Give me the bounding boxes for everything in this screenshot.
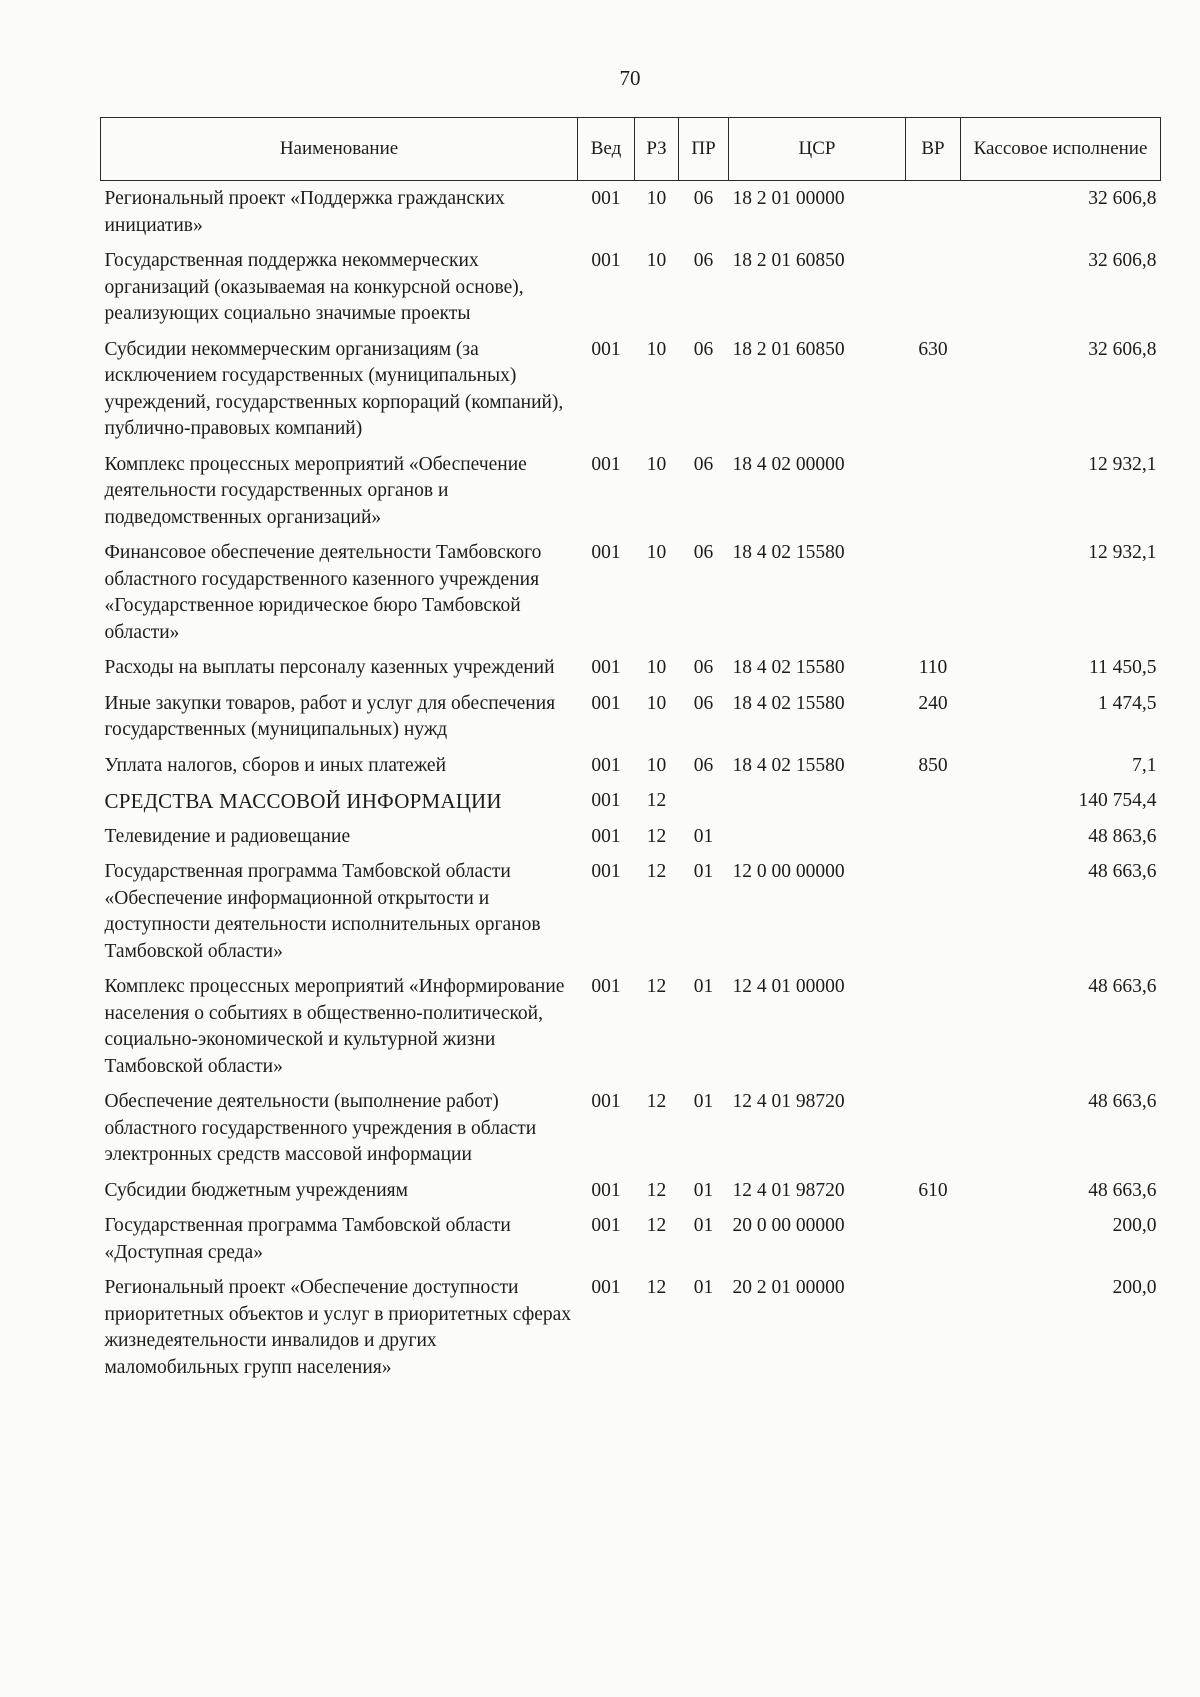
row-ved: 001 [591, 250, 621, 271]
row-csr [729, 819, 906, 855]
header-ved: Вед [578, 118, 635, 181]
row-rz: 10 [646, 188, 667, 209]
row-vr: 850 [918, 754, 948, 776]
row-pr: 06 [693, 657, 714, 678]
row-ved: 001 [591, 1091, 621, 1112]
table-row [101, 1208, 1161, 1270]
header-vr: ВР [906, 118, 961, 181]
table-row [101, 332, 1161, 447]
row-pr: 01 [693, 861, 714, 882]
row-pr: 01 [693, 1179, 714, 1201]
row-ved: 001 [591, 1179, 621, 1201]
row-name: Телевидение и радиовещание [104, 825, 351, 847]
table-row [101, 243, 1161, 332]
row-ved: 001 [591, 754, 621, 776]
row-vr [906, 1208, 961, 1270]
row-ved: 001 [591, 976, 621, 997]
row-vr [906, 243, 961, 332]
row-rz: 10 [646, 754, 667, 776]
row-pr: 01 [693, 1215, 714, 1236]
row-pr: 06 [693, 692, 714, 714]
row-csr: 20 2 01 00000 [732, 1277, 845, 1298]
header-amount: Кассовое исполнение [961, 118, 1161, 181]
row-rz: 12 [646, 861, 667, 882]
row-amount: 32 606,8 [1088, 250, 1157, 271]
row-amount: 48 663,6 [1088, 976, 1157, 997]
row-vr: 240 [918, 692, 948, 714]
row-name: Региональный проект «Поддержка гражданских инициатив» [104, 188, 505, 236]
row-rz: 12 [646, 1215, 667, 1236]
table-header-row [101, 118, 1161, 181]
row-amount: 48 863,6 [1088, 825, 1157, 847]
row-rz: 12 [646, 1277, 667, 1298]
row-vr: 630 [918, 338, 948, 360]
row-pr: 01 [693, 1091, 714, 1112]
row-pr: 06 [693, 453, 714, 475]
row-name: Субсидии некоммерческим организациям (за исключением государственных (муниципальных) учреждений, государственных корпораций (компаний), публично-правовых компаний) [104, 338, 564, 439]
row-pr: 01 [693, 825, 714, 847]
row-amount: 200,0 [1112, 1277, 1157, 1298]
row-amount: 140 754,4 [1078, 790, 1157, 811]
row-name: Субсидии бюджетным учреждениям [104, 1179, 408, 1201]
row-rz: 12 [646, 1091, 667, 1112]
row-csr: 20 0 00 00000 [732, 1215, 845, 1236]
table-row [101, 1270, 1161, 1385]
header-name: Наименование [101, 118, 578, 181]
row-rz: 10 [646, 657, 667, 678]
row-ved: 001 [591, 861, 621, 882]
row-ved: 001 [591, 188, 621, 209]
row-csr: 18 4 02 15580 [732, 542, 845, 563]
row-vr [906, 1270, 961, 1385]
table-row [101, 686, 1161, 748]
row-rz: 12 [646, 825, 667, 847]
row-name: Комплекс процессных мероприятий «Обеспечение деятельности государственных органов и подведомственных организаций» [104, 453, 527, 528]
row-name: Государственная программа Тамбовской области «Обеспечение информационной открытости и доступности деятельности исполнительных органов Тамбовской области» [104, 861, 541, 962]
table-row [101, 650, 1161, 686]
row-csr: 12 4 01 98720 [732, 1091, 845, 1112]
row-ved: 001 [591, 1277, 621, 1298]
row-vr [906, 447, 961, 536]
row-amount: 1 474,5 [1098, 692, 1157, 714]
row-ved: 001 [591, 338, 621, 360]
row-ved: 001 [591, 825, 621, 847]
row-pr: 06 [693, 250, 714, 271]
header-pr: ПР [679, 118, 729, 181]
row-vr [906, 969, 961, 1084]
row-name: Финансовое обеспечение деятельности Тамбовского областного государственного казенного учреждения «Государственное юридическое бюро Тамбовской области» [104, 542, 542, 643]
row-vr [906, 783, 961, 819]
row-vr [906, 819, 961, 855]
table-row [101, 1084, 1161, 1173]
row-name: СРЕДСТВА МАССОВОЙ ИНФОРМАЦИИ [104, 789, 502, 813]
row-rz: 12 [646, 1179, 667, 1201]
row-name: Иные закупки товаров, работ и услуг для обеспечения государственных (муниципальных) нужд [104, 692, 556, 740]
page-number: 70 [619, 66, 641, 90]
row-csr: 18 4 02 00000 [732, 453, 845, 475]
row-csr: 12 4 01 00000 [732, 976, 845, 997]
row-rz: 10 [646, 250, 667, 271]
row-ved: 001 [591, 692, 621, 714]
row-vr [906, 535, 961, 650]
row-csr: 18 4 02 15580 [732, 657, 845, 678]
row-ved: 001 [591, 657, 621, 678]
row-vr [906, 1084, 961, 1173]
row-amount: 12 932,1 [1088, 542, 1157, 563]
row-rz: 10 [646, 542, 667, 563]
row-amount: 48 663,6 [1088, 1091, 1157, 1112]
row-name: Государственная поддержка некоммерческих организаций (оказываемая на конкурсной основе), реализующих социально значимые проекты [104, 250, 524, 324]
table-row [101, 854, 1161, 969]
row-pr: 06 [693, 188, 714, 209]
header-csr: ЦСР [729, 118, 906, 181]
row-rz: 12 [646, 790, 667, 811]
row-amount: 32 606,8 [1088, 338, 1157, 360]
row-name: Расходы на выплаты персоналу казенных учреждений [104, 657, 555, 678]
row-csr: 12 0 00 00000 [732, 861, 845, 882]
row-csr: 18 2 01 60850 [732, 250, 845, 271]
row-rz: 12 [646, 976, 667, 997]
row-rz: 10 [646, 692, 667, 714]
table-row [101, 181, 1161, 244]
table-row [101, 535, 1161, 650]
row-name: Региональный проект «Обеспечение доступности приоритетных объектов и услуг в приоритетных сферах жизнедеятельности инвалидов и других маломобильных групп населения» [104, 1277, 572, 1378]
row-pr: 06 [693, 338, 714, 360]
row-csr: 18 2 01 60850 [732, 338, 845, 360]
row-name: Государственная программа Тамбовской области «Доступная среда» [104, 1215, 511, 1263]
table-row [101, 1173, 1161, 1209]
row-amount: 48 663,6 [1088, 861, 1157, 882]
row-amount: 32 606,8 [1088, 188, 1157, 209]
row-pr [679, 783, 729, 819]
table-row-section [101, 783, 1161, 819]
row-csr: 12 4 01 98720 [732, 1179, 845, 1201]
table-row [101, 748, 1161, 784]
row-pr: 06 [693, 542, 714, 563]
row-ved: 001 [591, 1215, 621, 1236]
row-csr [729, 783, 906, 819]
row-amount: 11 450,5 [1088, 657, 1157, 678]
header-rz: РЗ [635, 118, 679, 181]
table-row [101, 819, 1161, 855]
row-vr: 610 [918, 1179, 948, 1201]
row-amount: 48 663,6 [1088, 1179, 1157, 1201]
row-csr: 18 4 02 15580 [732, 754, 845, 776]
budget-table [100, 117, 1161, 1385]
row-amount: 12 932,1 [1088, 453, 1157, 475]
row-ved: 001 [591, 542, 621, 563]
row-pr: 06 [693, 754, 714, 776]
table-row [101, 447, 1161, 536]
row-name: Уплата налогов, сборов и иных платежей [104, 754, 447, 776]
row-pr: 01 [693, 1277, 714, 1298]
row-vr [906, 854, 961, 969]
row-csr: 18 4 02 15580 [732, 692, 845, 714]
table-row [101, 969, 1161, 1084]
row-name: Комплекс процессных мероприятий «Информирование населения о событиях в общественно-политической, социально-экономической и культурной жизни Тамбовской области» [104, 976, 565, 1077]
row-csr: 18 2 01 00000 [732, 188, 845, 209]
row-pr: 01 [693, 976, 714, 997]
row-rz: 10 [646, 338, 667, 360]
row-amount: 7,1 [1132, 754, 1157, 776]
row-ved: 001 [591, 453, 621, 475]
row-ved: 001 [591, 790, 621, 811]
row-amount: 200,0 [1112, 1215, 1157, 1236]
row-vr [906, 181, 961, 244]
row-vr: 110 [918, 657, 948, 678]
row-rz: 10 [646, 453, 667, 475]
row-name: Обеспечение деятельности (выполнение работ) областного государственного учреждения в области электронных средств массовой информации [104, 1091, 537, 1165]
